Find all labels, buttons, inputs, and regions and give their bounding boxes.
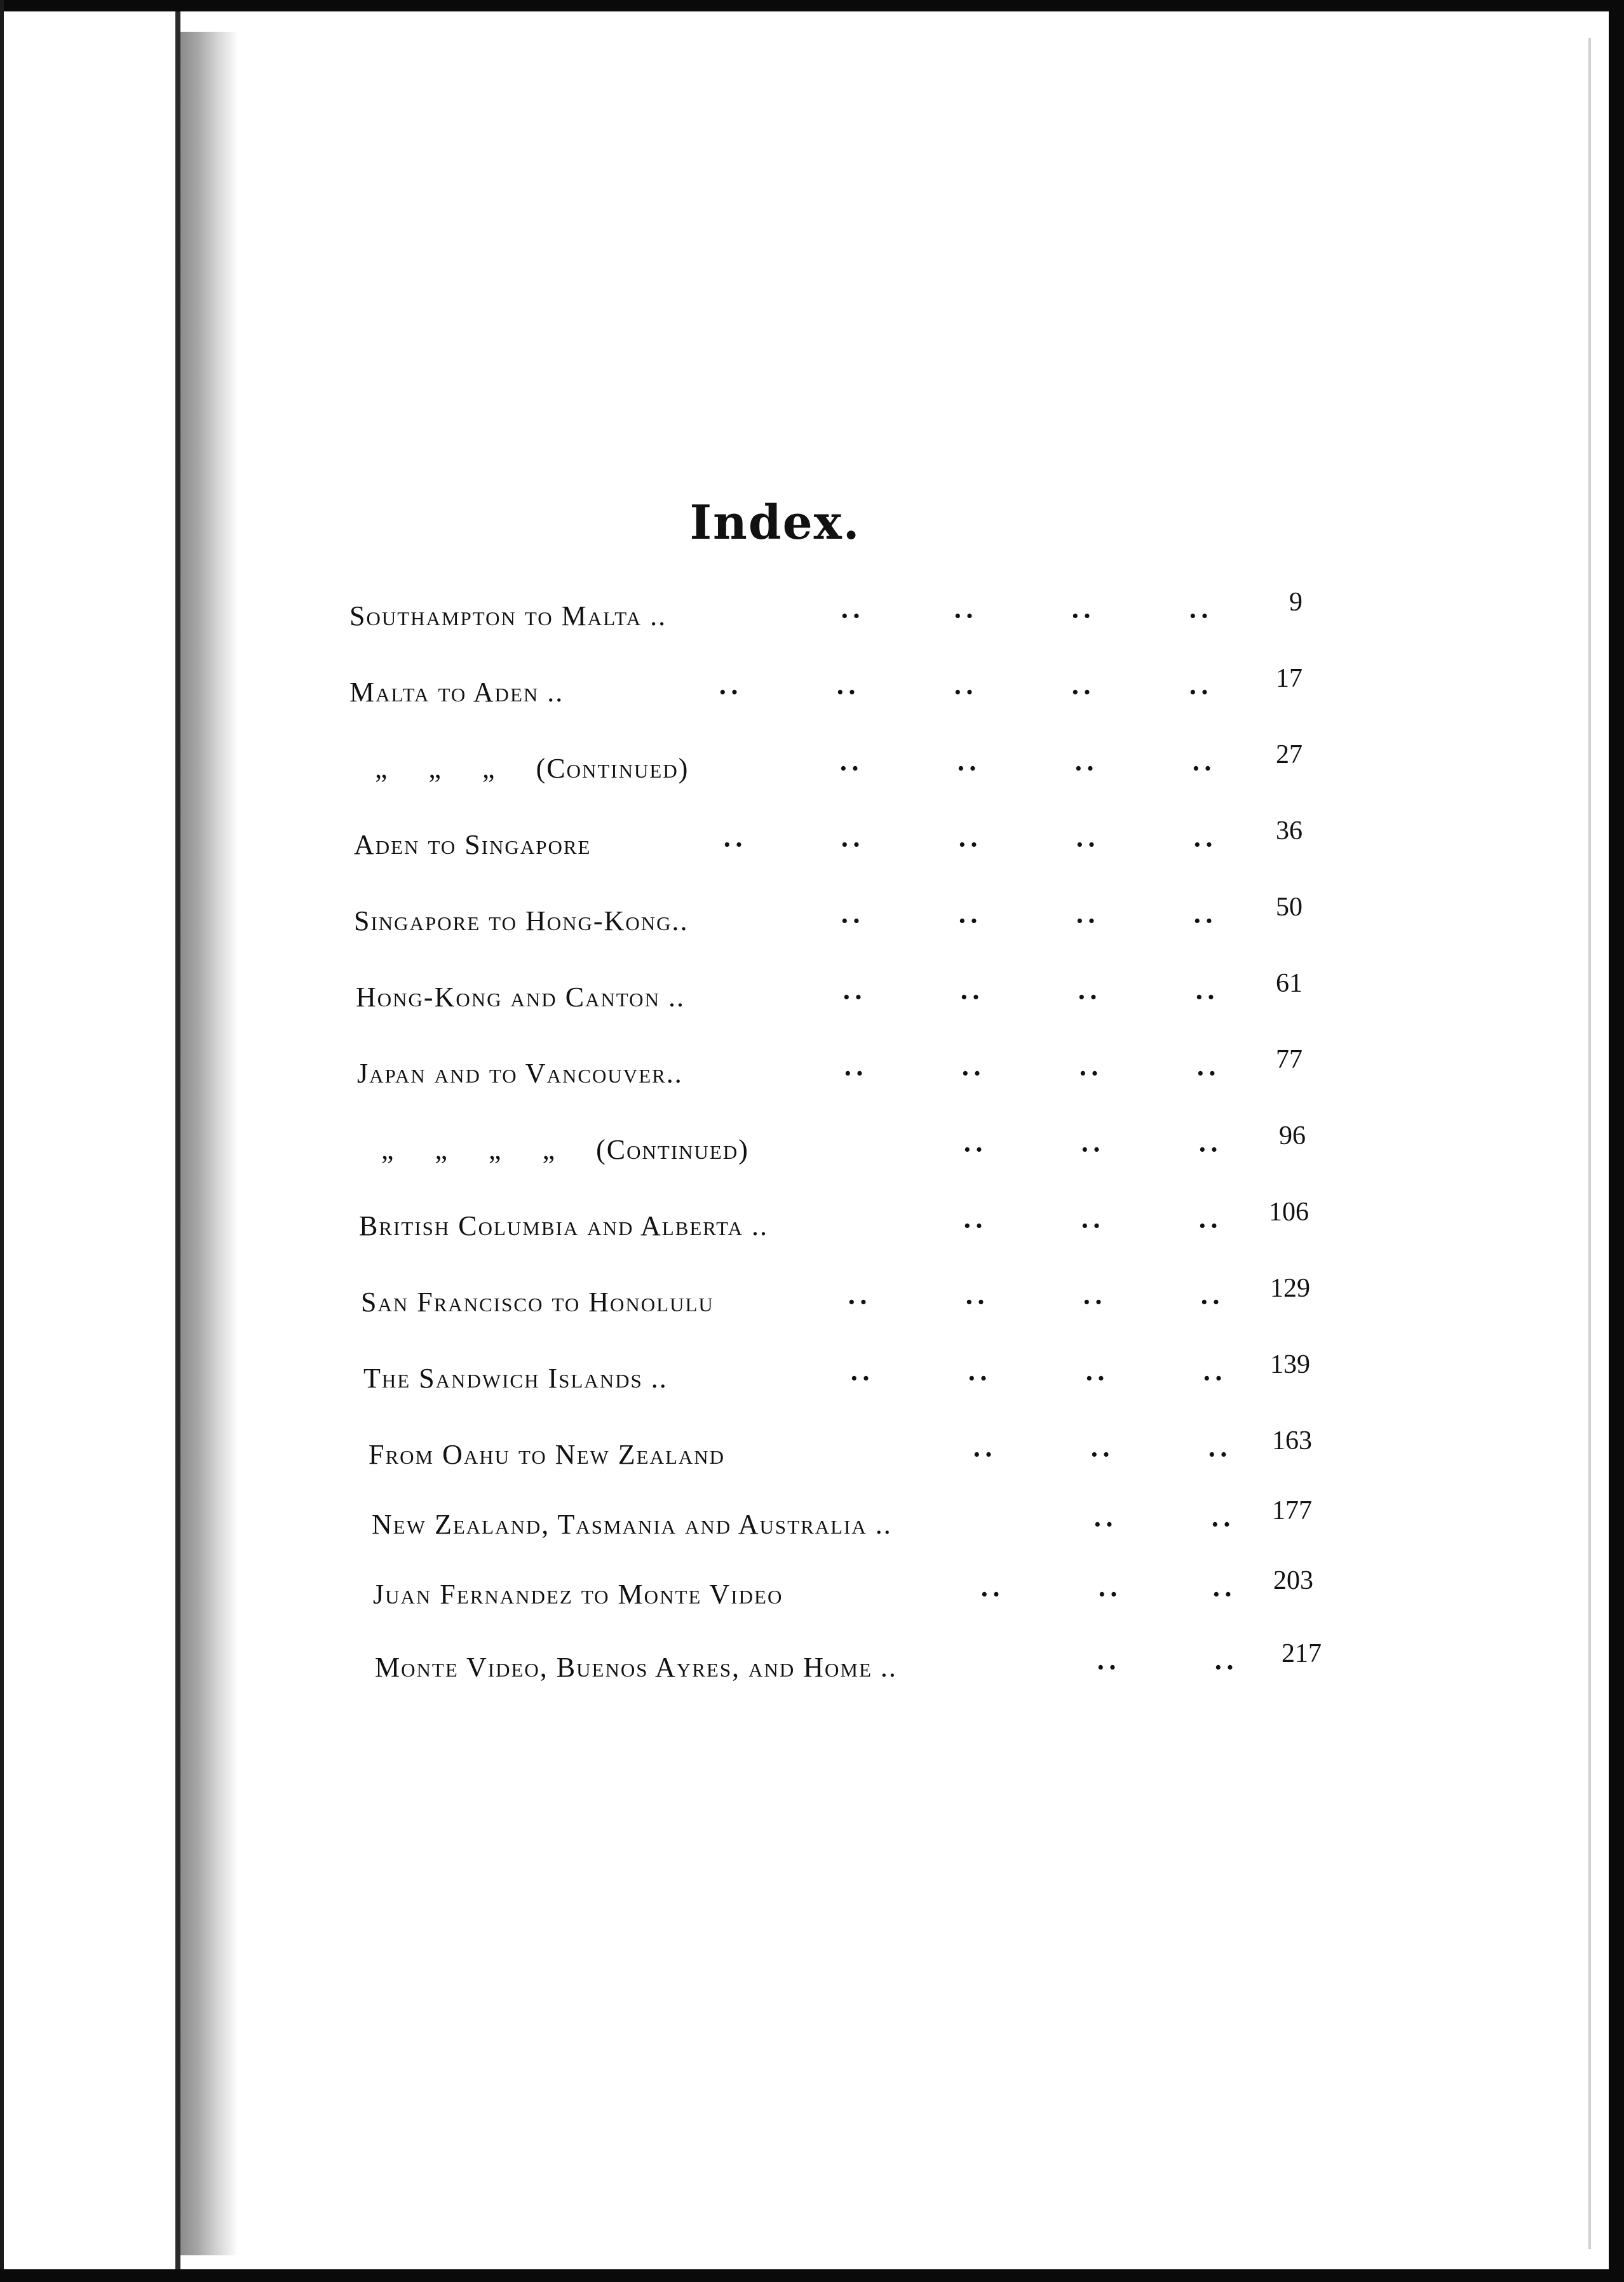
index-entry: [375, 1639, 1322, 1687]
dot-leader: ··: [839, 753, 863, 784]
dot-leader: ··: [1194, 982, 1219, 1013]
dot-leader: ··: [847, 1286, 871, 1318]
index-entry: [372, 1496, 1312, 1544]
entry-page-number: 203: [1273, 1566, 1313, 1595]
dot-leader: ··: [840, 600, 864, 631]
entry-page-number: 77: [1276, 1045, 1303, 1074]
entry-page-number: 36: [1276, 816, 1303, 846]
entry-page-number: 106: [1269, 1198, 1309, 1227]
entry-title: „ „ „ (Continued): [375, 753, 689, 784]
gutter-shadow: [180, 32, 238, 2255]
dot-leader: ··: [1210, 1509, 1235, 1540]
dot-leader: ··: [964, 1286, 989, 1318]
dot-leader: ··: [953, 600, 977, 631]
index-entry: [373, 1566, 1313, 1614]
dot-leader: ··: [1085, 1363, 1109, 1394]
dot-leader: ··: [1071, 677, 1095, 708]
dot-leader: ··: [1080, 1134, 1104, 1165]
entry-title: Aden to Singapore: [354, 829, 592, 860]
entry-title: Monte Video, Buenos Ayres, and Home ..: [375, 1652, 897, 1683]
dot-leader: ··: [1191, 753, 1215, 784]
entry-title: „ „ „ „ (Continued): [381, 1134, 749, 1165]
scan-border-bottom: [0, 2269, 1624, 2282]
index-entry: [375, 740, 1303, 788]
entry-title: British Columbia and Alberta ..: [359, 1210, 768, 1241]
dot-leader: ··: [967, 1363, 991, 1394]
index-entry: [361, 1274, 1310, 1321]
entry-title: San Francisco to Honolulu: [361, 1286, 714, 1318]
index-entry: [359, 1198, 1309, 1245]
entry-title: Juan Fernandez to Monte Video: [373, 1579, 783, 1610]
dot-leader: ··: [972, 1439, 996, 1470]
facing-page-edge: [175, 11, 180, 2269]
entry-title: Malta to Aden ..: [349, 677, 564, 708]
entry-page-number: 163: [1272, 1426, 1312, 1455]
facing-page: [4, 11, 175, 2269]
dot-leader: ··: [722, 829, 747, 860]
index-heading: Index.: [689, 496, 861, 550]
dot-leader: ··: [957, 829, 982, 860]
dot-leader: ··: [1075, 905, 1099, 936]
dot-leader: ··: [1093, 1509, 1117, 1540]
entry-page-number: 61: [1276, 969, 1303, 998]
dot-leader: ··: [849, 1363, 874, 1394]
index-entry: [349, 664, 1303, 712]
dot-leader: ··: [1097, 1579, 1121, 1610]
dot-leader: ··: [1188, 677, 1212, 708]
dot-leader: ··: [980, 1579, 1004, 1610]
entry-title: Singapore to Hong-Kong..: [354, 905, 689, 936]
dot-leader: ··: [842, 982, 866, 1013]
entry-page-number: 27: [1276, 740, 1303, 769]
dot-leader: ··: [959, 982, 984, 1013]
dot-leader: ··: [1080, 1210, 1104, 1241]
dot-leader: ··: [1198, 1210, 1222, 1241]
entry-title: Japan and to Vancouver..: [357, 1058, 683, 1089]
dot-leader: ··: [840, 905, 864, 936]
dot-leader: ··: [1096, 1652, 1120, 1683]
dot-leader: ··: [1202, 1363, 1226, 1394]
dot-leader: ··: [1207, 1439, 1231, 1470]
index-entry: [363, 1350, 1310, 1398]
dot-leader: ··: [1071, 600, 1095, 631]
dot-leader: ··: [961, 1058, 985, 1089]
scan-border-right: [1609, 0, 1624, 2282]
index-entry: [356, 969, 1303, 1016]
dot-leader: ··: [1188, 600, 1212, 631]
entry-page-number: 50: [1276, 893, 1303, 922]
entry-page-number: 217: [1282, 1639, 1322, 1668]
dot-leader: ··: [843, 1058, 867, 1089]
dot-leader: ··: [1074, 753, 1098, 784]
index-entry: [349, 588, 1303, 635]
entry-title: The Sandwich Islands ..: [363, 1363, 668, 1394]
dot-leader: ··: [1077, 982, 1101, 1013]
index-entry: [354, 893, 1303, 940]
dot-leader: ··: [718, 677, 742, 708]
dot-leader: ··: [1090, 1439, 1114, 1470]
entry-title: From Oahu to New Zealand: [369, 1439, 726, 1470]
dot-leader: ··: [957, 905, 982, 936]
dot-leader: ··: [1214, 1652, 1238, 1683]
index-entry: [381, 1121, 1306, 1169]
dot-leader: ··: [1212, 1579, 1236, 1610]
entry-title: Hong-Kong and Canton ..: [356, 982, 685, 1013]
dot-leader: ··: [836, 677, 860, 708]
dot-leader: ··: [1198, 1134, 1222, 1165]
entry-page-number: 139: [1270, 1350, 1310, 1379]
page-edge: [1588, 38, 1591, 2249]
entry-title: Southampton to Malta ..: [349, 600, 667, 631]
entry-page-number: 129: [1270, 1274, 1310, 1303]
entry-page-number: 96: [1279, 1121, 1306, 1151]
scan-border-top: [0, 0, 1624, 11]
dot-leader: ··: [1082, 1286, 1106, 1318]
dot-leader: ··: [1193, 829, 1217, 860]
index-entry: [369, 1426, 1312, 1474]
dot-leader: ··: [840, 829, 864, 860]
dot-leader: ··: [1078, 1058, 1102, 1089]
dot-leader: ··: [956, 753, 980, 784]
dot-leader: ··: [963, 1210, 987, 1241]
entry-page-number: 17: [1276, 664, 1303, 693]
dot-leader: ··: [963, 1134, 987, 1165]
dot-leader: ··: [1075, 829, 1099, 860]
entry-page-number: 9: [1289, 588, 1303, 617]
entry-title: New Zealand, Tasmania and Australia ..: [372, 1509, 892, 1540]
dot-leader: ··: [1200, 1286, 1224, 1318]
dot-leader: ··: [1193, 905, 1217, 936]
dot-leader: ··: [1196, 1058, 1220, 1089]
index-entry: [357, 1045, 1303, 1093]
index-entry: [354, 816, 1303, 864]
dot-leader: ··: [953, 677, 977, 708]
entry-page-number: 177: [1272, 1496, 1312, 1525]
